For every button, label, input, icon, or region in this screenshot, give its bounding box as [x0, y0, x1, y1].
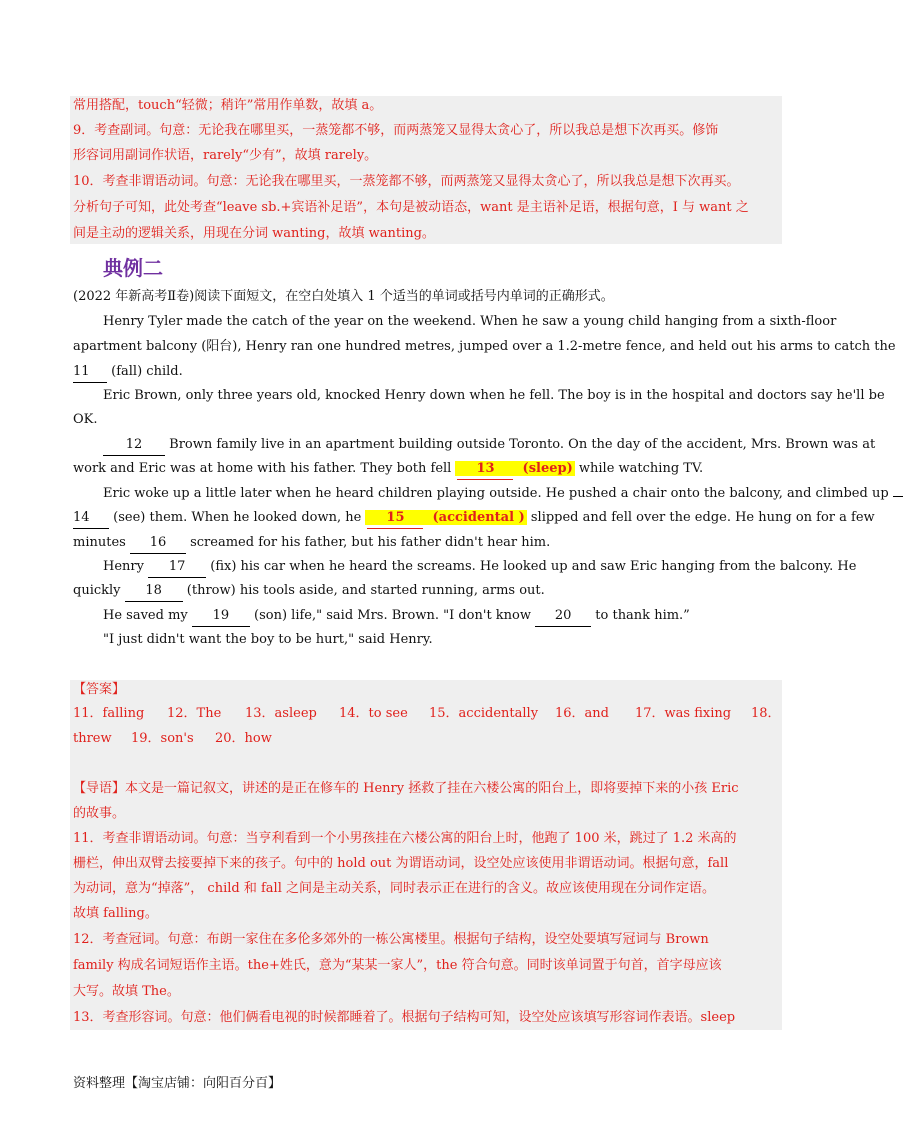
blank-18: 18: [125, 581, 183, 602]
passage-line: [103, 606, 690, 627]
guide-line: 【导语】本文是一篇记叙文，讲述的是正在修车的 Henry 拯救了挂在六楼公寓的阳台上，即将要掉下来的小孩 Eric: [73, 781, 739, 796]
passage-text: Henry: [103, 559, 144, 574]
passage-line: apartment balcony (阳台), Henry ran one hundred metres, jumped over a 1.2-metre fence, and held out his arms to catch the: [73, 339, 896, 354]
guide-line: 为动词，意为“掉落”， child 和 fall 之间是主动关系，同时表示正在进行的含义。故应该使用现在分词作定语。: [73, 881, 715, 896]
explanation-line: 分析句子可知，此处考查“leave sb.+宾语补足语”，本句是被动语态，want 是主语补足语，根据句意，I 与 want 之: [73, 200, 749, 215]
passage-line: [73, 533, 550, 554]
highlight-13: [455, 461, 574, 476]
passage-text: to thank him.”: [595, 608, 690, 623]
answer-item: 17．was fixing: [635, 706, 732, 721]
passage-line: Henry Tyler made the catch of the year on the weekend. When he saw a young child hanging from a sixth-floor: [103, 314, 837, 329]
passage-text: (fix) his car when he heard the screams. He looked up and saw Eric hanging from the balcony. He: [210, 559, 857, 574]
passage-text: (see) them. When he looked down, he: [113, 510, 362, 525]
explanation-box-top: [70, 96, 782, 244]
passage-text: slipped and fell over the edge. He hung on for a few: [530, 510, 875, 525]
answer-item: 13．asleep: [245, 706, 317, 721]
blank-15: 15: [367, 508, 423, 529]
passage-line: [73, 362, 183, 383]
passage-line: [73, 508, 875, 529]
passage-text: while watching TV.: [578, 461, 704, 476]
hint: (fall) child.: [111, 364, 183, 379]
passage-text: (throw) his tools aside, and started running, arms out.: [186, 583, 545, 598]
answer-item: 19．son's: [131, 731, 194, 746]
hint: (accidental ): [432, 510, 525, 525]
explanation-line: 常用搭配，touch“轻微；稍许”常用作单数，故填 a。: [73, 98, 383, 113]
blank-underline: [893, 496, 903, 497]
passage-text: quickly: [73, 583, 121, 598]
answer-item: 15．accidentally: [429, 706, 539, 721]
page-footer: 资料整理【淘宝店铺：向阳百分百】: [73, 1076, 282, 1091]
guide-line: 13．考查形容词。句意：他们俩看电视的时候都睡着了。根据句子结构可知，设空处应该填写形容词作表语。sleep: [73, 1010, 736, 1025]
guide-line: 的故事。: [73, 806, 126, 821]
answer-item: threw: [73, 731, 112, 746]
blank-11: 11: [73, 362, 107, 383]
passage-text: Eric woke up a little later when he heard children playing outside. He pushed a chair onto the balcony, and climbed up: [103, 486, 889, 501]
passage-text: (son) life," said Mrs. Brown. "I don't know: [254, 608, 531, 623]
passage-line: Eric Brown, only three years old, knocked Henry down when he fell. The boy is in the hospital and doctors say he'll be: [103, 388, 885, 403]
passage-line: [103, 557, 856, 578]
passage-line: "I just didn't want the boy to be hurt," said Henry.: [103, 632, 433, 647]
exercise-instructions: (2022 年新高考Ⅱ卷)阅读下面短文，在空白处填入 1 个适当的单词或括号内单词的正确形式。: [73, 289, 614, 304]
passage-text: screamed for his father, but his father didn't hear him.: [190, 535, 551, 550]
explanation-line: 形容词用副词作状语，rarely“少有”，故填 rarely。: [73, 148, 378, 163]
guide-line: 大写。故填 The。: [73, 984, 180, 999]
passage-line: [73, 581, 545, 602]
explanation-line: 9．考查副词。句意：无论我在哪里买，一蒸笼都不够，而两蒸笼又显得太贪心了，所以我总是想下次再买。修饰: [73, 123, 719, 138]
blank-19: 19: [192, 606, 250, 627]
answer-item: 18．: [751, 706, 781, 721]
passage-line: [73, 459, 703, 480]
passage-text: He saved my: [103, 608, 188, 623]
guide-line: 11．考查非谓语动词。句意：当亨利看到一个小男孩挂在六楼公寓的阳台上时，他跑了 100 米，跳过了 1.2 米高的: [73, 831, 737, 846]
blank-14: 14: [73, 508, 109, 529]
answer-item: 14．to see: [339, 706, 408, 721]
passage-text: minutes: [73, 535, 126, 550]
section-heading: 典例二: [103, 256, 163, 280]
answer-title: 【答案】: [73, 682, 126, 697]
answer-item: 11．falling: [73, 706, 145, 721]
answer-item: 12．The: [167, 706, 222, 721]
blank-13: 13: [457, 459, 513, 480]
passage-text: Brown family live in an apartment building outside Toronto. On the day of the accident, Mrs. Brown was at: [169, 437, 876, 452]
passage-text: work and Eric was at home with his father. They both fell: [73, 461, 452, 476]
blank-20: 20: [535, 606, 591, 627]
blank-16: 16: [130, 533, 186, 554]
explanation-line: 10．考查非谓语动词。句意：无论我在哪里买，一蒸笼都不够，而两蒸笼又显得太贪心了，所以我总是想下次再买。: [73, 174, 740, 189]
passage-line: [103, 484, 903, 504]
blank-17: 17: [148, 557, 206, 578]
guide-line: 12．考查冠词。句意：布朗一家住在多伦多郊外的一栋公寓楼里。根据句子结构，设空处要填写冠词与 Brown: [73, 932, 709, 947]
guide-line: 故填 falling。: [73, 906, 158, 921]
hint: (sleep): [522, 461, 573, 476]
answer-item: 20．how: [215, 731, 272, 746]
highlight-15: [365, 510, 526, 525]
guide-line: 栅栏，伸出双臂去接要掉下来的孩子。句中的 hold out 为谓语动词，设空处应该使用非谓语动词。根据句意，fall: [73, 856, 729, 871]
blank-12: 12: [103, 435, 165, 456]
passage-line: OK.: [73, 412, 98, 427]
explanation-line: 间是主动的逻辑关系，用现在分词 wanting，故填 wanting。: [73, 226, 435, 241]
answer-item: 16．and: [555, 706, 609, 721]
passage-line: [103, 435, 875, 456]
guide-line: family 构成名词短语作主语。the+姓氏，意为“某某一家人”，the 符合句意。同时该单词置于句首，首字母应该: [73, 958, 722, 973]
